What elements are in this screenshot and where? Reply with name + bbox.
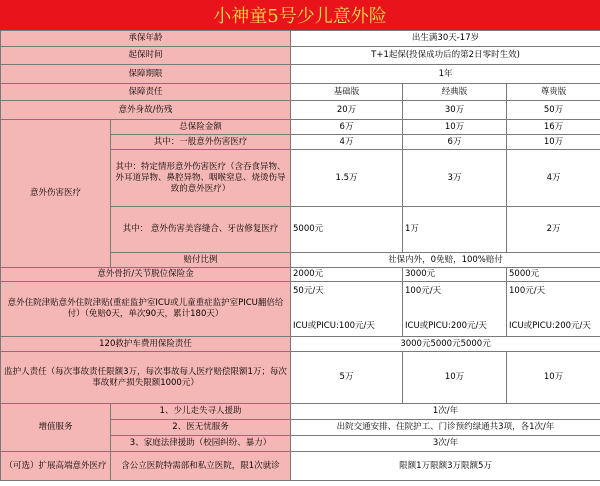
hospital-classic-daily: 100元/天	[405, 286, 442, 296]
ratio-label: 赔付比例	[111, 253, 291, 268]
services-label: 增值服务	[1, 404, 111, 452]
fracture-row	[1, 268, 600, 282]
fracture-classic: 3000元	[403, 268, 507, 282]
general-classic: 6万	[403, 135, 507, 150]
accident-death-premium: 50万	[507, 101, 600, 120]
ambulance-value: 3000元5000元5000元	[291, 337, 600, 352]
resp-label: 保障责任	[1, 84, 291, 101]
general-label: 其中：一般意外伤害医疗	[111, 135, 291, 150]
total-classic: 10万	[403, 120, 507, 135]
service-3-value: 3次/年	[291, 436, 600, 452]
start-row	[1, 47, 600, 65]
guardian-classic: 10万	[403, 352, 507, 404]
service-2-value: 出院交通安排、住院护工、门诊预约绿通共3项，各1次/年	[291, 420, 600, 436]
hospital-label: 意外住院津贴意外住院津贴(重症监护室ICU或儿童重症监护室PICU翻倍给付）（免赔0天，单次90天，累计180天）	[1, 282, 291, 337]
total-row	[1, 120, 600, 135]
start-label: 起保时间	[1, 47, 291, 65]
age-label: 承保年龄	[1, 31, 291, 47]
hospital-basic-daily: 50元/天	[293, 286, 324, 296]
hospital-premium-cell	[507, 282, 600, 337]
guardian-basic: 5万	[291, 352, 403, 404]
general-premium: 10万	[507, 135, 600, 150]
hospital-premium-icu: ICU或PICU:200元/天	[509, 321, 591, 331]
special-basic: 1.5万	[291, 150, 403, 207]
beauty-premium: 2万	[507, 207, 600, 253]
plan-basic: 基础版	[291, 84, 403, 101]
beauty-label: 其中： 意外伤害美容缝合、牙齿修复医疗	[111, 207, 291, 253]
general-basic: 4万	[291, 135, 403, 150]
optional-row	[1, 452, 600, 481]
service-1-value: 1次/年	[291, 404, 600, 420]
start-value: T+1起保(投保成功后的第2日零时生效)	[291, 47, 600, 65]
total-label: 总保险金额	[111, 120, 291, 135]
total-basic: 6万	[291, 120, 403, 135]
service-1-row	[1, 404, 600, 420]
age-row	[1, 31, 600, 47]
hospital-basic-cell	[291, 282, 403, 337]
beauty-classic: 1万	[403, 207, 507, 253]
hospital-basic-icu: ICU或PICU:100元/天	[293, 321, 375, 331]
page-title: 小神童5号少儿意外险	[0, 0, 600, 30]
optional-desc: 含公立医院特需部和私立医院，限1次就诊	[111, 452, 291, 481]
fracture-premium: 5000元	[507, 268, 600, 282]
guardian-row	[1, 352, 600, 404]
accident-death-basic: 20万	[291, 101, 403, 120]
service-1-label: 1、少儿走失寻人援助	[111, 404, 291, 420]
accident-death-classic: 30万	[403, 101, 507, 120]
age-value: 出生满30天-17岁	[291, 31, 600, 47]
hospital-classic-icu: ICU或PICU:200元/天	[405, 321, 487, 331]
plan-header-row	[1, 84, 600, 101]
period-value: 1年	[291, 65, 600, 84]
accident-death-row	[1, 101, 600, 120]
period-label: 保障期限	[1, 65, 291, 84]
fracture-basic: 2000元	[291, 268, 403, 282]
hospital-classic-cell	[403, 282, 507, 337]
optional-label: （可选）扩展高端意外医疗	[1, 452, 111, 481]
accident-death-label: 意外身故/伤残	[1, 101, 291, 120]
ambulance-label: 120救护车费用保险责任	[1, 337, 291, 352]
beauty-basic: 5000元	[291, 207, 403, 253]
special-classic: 3万	[403, 150, 507, 207]
service-3-label: 3、家庭法律援助（校园纠纷、暴力）	[111, 436, 291, 452]
plan-premium: 尊贵版	[507, 84, 600, 101]
guardian-premium: 10万	[507, 352, 600, 404]
fracture-label: 意外骨折/关节脱位保险金	[1, 268, 291, 282]
hospital-row	[1, 282, 600, 337]
ambulance-row	[1, 337, 600, 352]
service-2-label: 2、医无忧服务	[111, 420, 291, 436]
total-premium: 16万	[507, 120, 600, 135]
ratio-value: 社保内外，0免赔，100%赔付	[291, 253, 600, 268]
medical-group-label: 意外伤害医疗	[1, 120, 111, 268]
guardian-label: 监护人责任（每次事故责任限额3万，每次事故每人医疗赔偿限额1万；每次事故财产损失限额1000元）	[1, 352, 291, 404]
plan-classic: 经典版	[403, 84, 507, 101]
period-row	[1, 65, 600, 84]
optional-value: 限额1万限额3万限额5万	[291, 452, 600, 481]
special-premium: 4万	[507, 150, 600, 207]
benefits-table	[0, 30, 600, 481]
hospital-premium-daily: 100元/天	[509, 286, 546, 296]
special-label: 其中：特定情形意外伤害医疗（含吞食异物、外耳道异物、鼻腔异物、咽喉窒息、烧烫伤导致的意外医疗）	[111, 150, 291, 207]
